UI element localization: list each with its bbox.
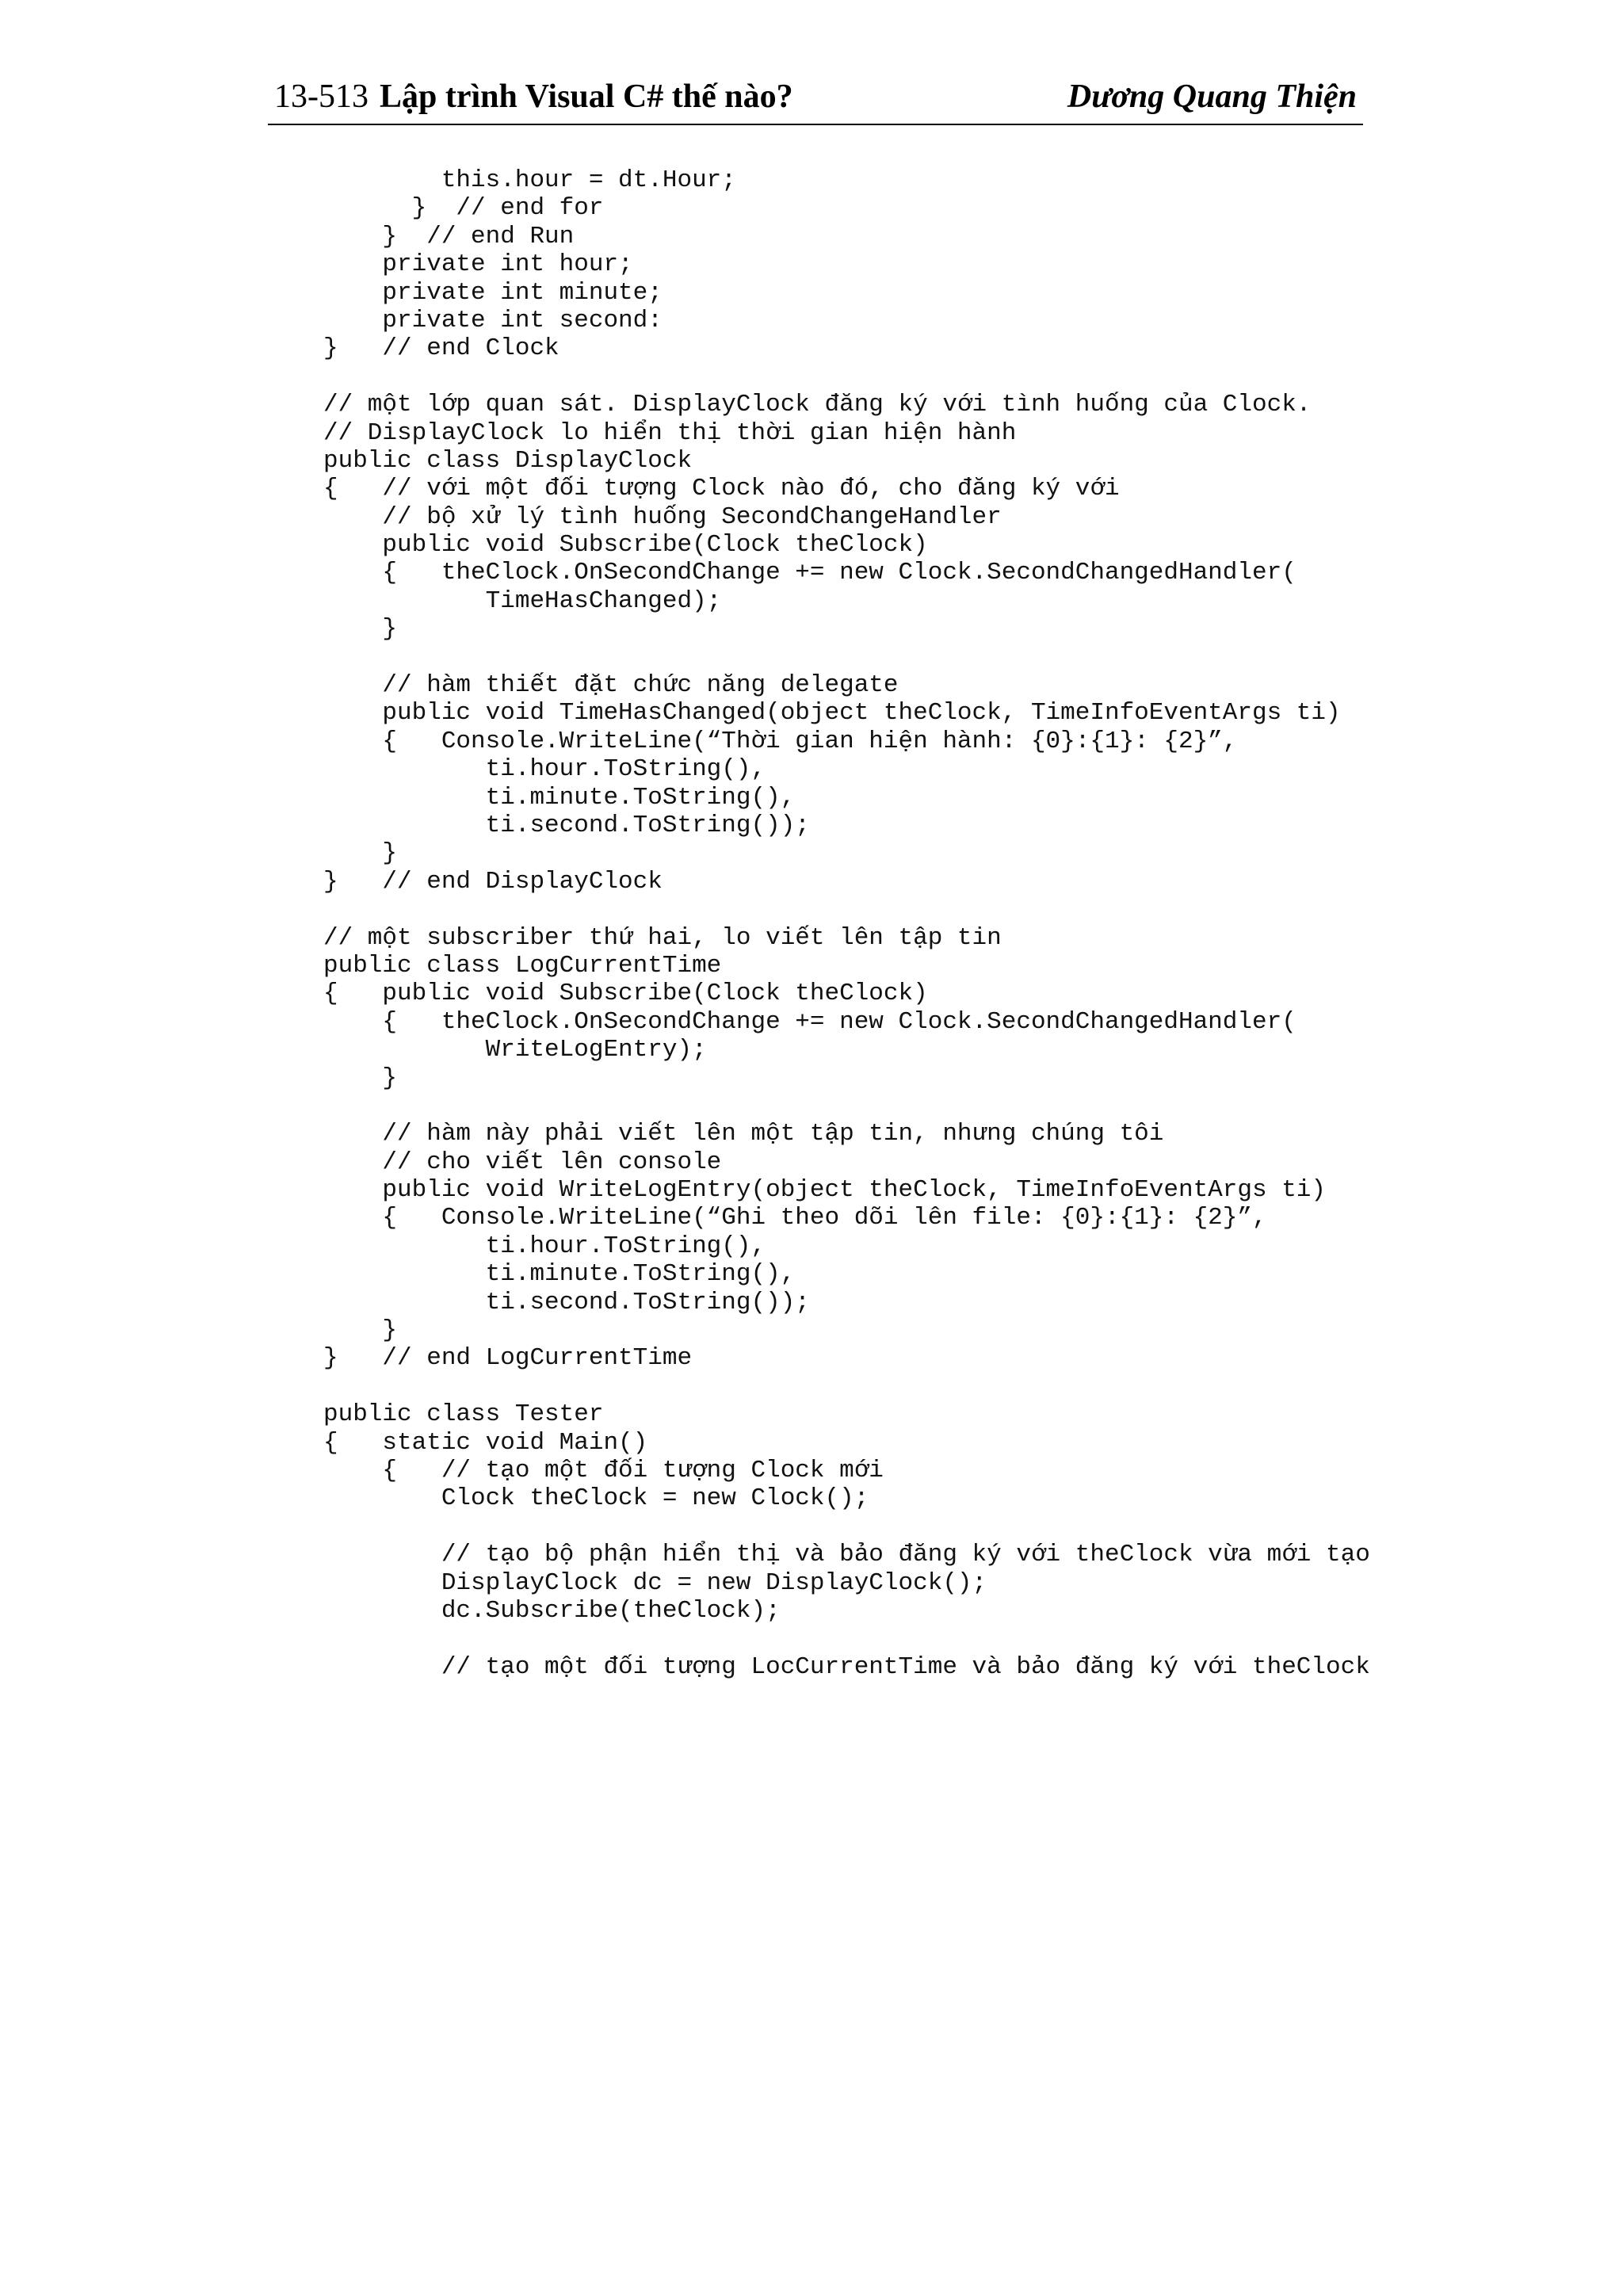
code-line: { theClock.OnSecondChange += new Clock.SecondChangedHandler( bbox=[323, 559, 1296, 587]
code-line: TimeHasChanged); bbox=[323, 586, 722, 615]
code-line: } // end for bbox=[323, 194, 604, 223]
code-line: // bộ xử lý tình huống SecondChangeHandler bbox=[323, 502, 1002, 531]
code-line bbox=[323, 1625, 1363, 1652]
code-line: ti.second.ToString()); bbox=[323, 1288, 810, 1316]
code-line: } // end Run bbox=[323, 222, 575, 250]
code-line bbox=[323, 1092, 1363, 1120]
code-line: { theClock.OnSecondChange += new Clock.SecondChangedHandler( bbox=[323, 1007, 1296, 1036]
code-line: } bbox=[323, 1064, 398, 1092]
code-line: ti.minute.ToString(), bbox=[323, 1260, 796, 1289]
code-line: { // tạo một đối tượng Clock mới bbox=[323, 1456, 884, 1484]
code-line: ti.second.ToString()); bbox=[323, 811, 810, 839]
code-line: ti.hour.ToString(), bbox=[323, 755, 766, 784]
code-line: // DisplayClock lo hiển thị thời gian hiện hành bbox=[323, 418, 1017, 447]
code-line bbox=[323, 1513, 1363, 1541]
code-line: DisplayClock dc = new DisplayClock(); bbox=[323, 1568, 987, 1597]
code-line bbox=[323, 644, 1363, 671]
code-line: } // end LogCurrentTime bbox=[323, 1344, 693, 1373]
code-line: { Console.WriteLine(“Ghi theo dõi lên file: {0}:{1}: {2}”, bbox=[323, 1204, 1267, 1232]
code-line bbox=[323, 896, 1363, 923]
page-number: 13-513 bbox=[274, 78, 369, 115]
code-line: private int hour; bbox=[323, 250, 633, 279]
code-line: dc.Subscribe(theClock); bbox=[323, 1596, 781, 1625]
code-line: ti.hour.ToString(), bbox=[323, 1232, 766, 1260]
code-line: // cho viết lên console bbox=[323, 1148, 722, 1176]
code-line: private int minute; bbox=[323, 278, 663, 307]
code-line: // tạo một đối tượng LocCurrentTime và bảo đăng ký với theClock bbox=[323, 1652, 1370, 1681]
code-line: } bbox=[323, 1316, 398, 1345]
code-line: public void WriteLogEntry(object theClock, TimeInfoEventArgs ti) bbox=[323, 1176, 1327, 1205]
code-line: { Console.WriteLine(“Thời gian hiện hành: {0}:{1}: {2}”, bbox=[323, 727, 1238, 755]
header-left bbox=[274, 78, 793, 116]
code-line: private int second: bbox=[323, 306, 663, 334]
code-line: } bbox=[323, 839, 398, 868]
code-line: public class LogCurrentTime bbox=[323, 951, 722, 980]
code-line: { // với một đối tượng Clock nào đó, cho đăng ký với bbox=[323, 475, 1120, 503]
book-title: Lập trình Visual C# thế nào? bbox=[380, 78, 793, 115]
code-line: } bbox=[323, 615, 398, 644]
code-line: // tạo bộ phận hiển thị và bảo đăng ký với theClock vừa mới tạo bbox=[323, 1541, 1370, 1569]
code-line: // hàm thiết đặt chức năng delegate bbox=[323, 671, 899, 700]
code-line: } // end Clock bbox=[323, 334, 559, 363]
code-line: } // end DisplayClock bbox=[323, 867, 663, 896]
code-line: public class Tester bbox=[323, 1400, 604, 1429]
code-line: public class DisplayClock bbox=[323, 446, 693, 475]
author-name: Dương Quang Thiện bbox=[1067, 78, 1357, 115]
code-listing bbox=[323, 166, 1370, 1681]
code-line: Clock theClock = new Clock(); bbox=[323, 1484, 869, 1513]
code-line: // hàm này phải viết lên một tập tin, nhưng chúng tôi bbox=[323, 1120, 1164, 1148]
code-line bbox=[323, 363, 1363, 391]
code-line: // một subscriber thứ hai, lo viết lên tập tin bbox=[323, 923, 1002, 952]
code-line bbox=[323, 1373, 1363, 1400]
code-line: // một lớp quan sát. DisplayClock đăng ký với tình huống của Clock. bbox=[323, 391, 1312, 419]
code-line: ti.minute.ToString(), bbox=[323, 783, 796, 812]
code-line: { static void Main() bbox=[323, 1428, 648, 1457]
page-header bbox=[268, 73, 1363, 125]
code-line: public void Subscribe(Clock theClock) bbox=[323, 531, 928, 560]
code-line: public void TimeHasChanged(object theClock, TimeInfoEventArgs ti) bbox=[323, 699, 1341, 728]
code-line: this.hour = dt.Hour; bbox=[323, 166, 736, 194]
code-line: { public void Subscribe(Clock theClock) bbox=[323, 980, 928, 1008]
code-line: WriteLogEntry); bbox=[323, 1036, 707, 1064]
